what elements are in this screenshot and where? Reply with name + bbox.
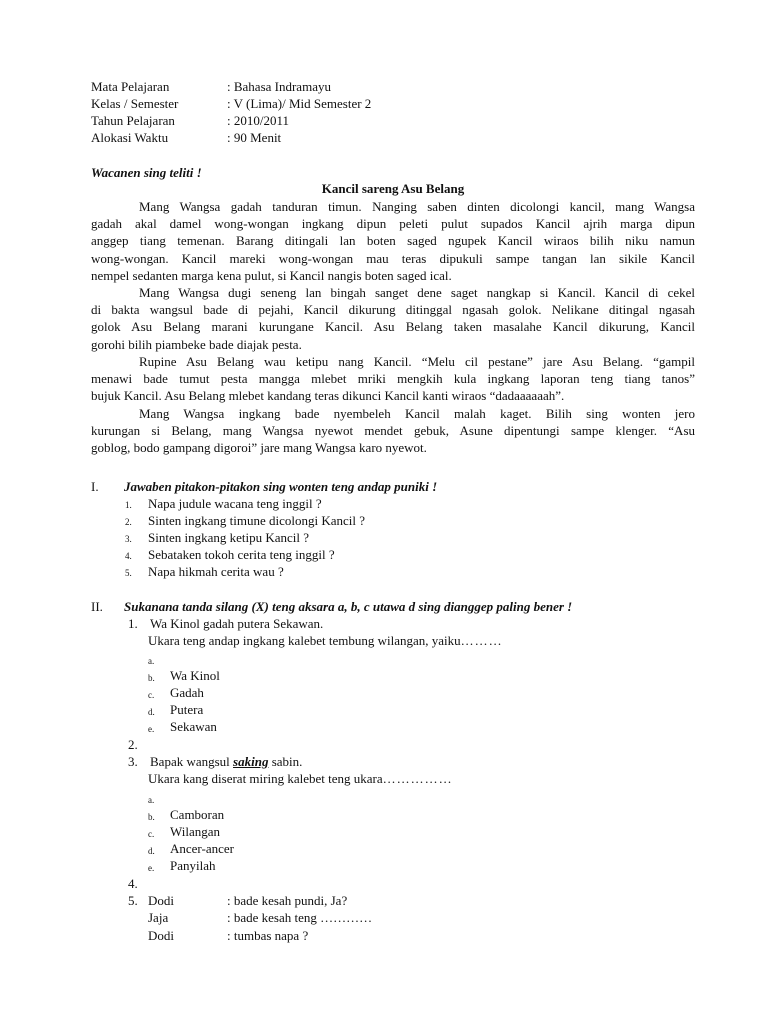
question-number: 2. (128, 737, 138, 752)
dialog-line: : bade kesah teng ………… (227, 910, 373, 925)
story-line: goblog, bodo gampang digoroi” jare mang Wangsa karo nyewot. (91, 440, 427, 456)
option-letter: e. (148, 863, 155, 873)
dialog-line: : tumbas napa ? (227, 928, 309, 943)
question-number: 3. (128, 754, 138, 769)
section-numeral: I. (91, 479, 99, 494)
option-letter: b. (148, 812, 155, 822)
option-text: Wilangan (170, 824, 221, 839)
question-text: Napa hikmah cerita wau ? (148, 564, 284, 579)
section-heading: Jawaben pitakon-pitakon sing wonten teng andap puniki ! (124, 479, 438, 494)
question-text-part: Bapak wangsul (150, 754, 234, 769)
story-paragraph-3 (91, 353, 695, 405)
dialog-speaker: Jaja (148, 910, 169, 925)
option-text: Putera (170, 702, 204, 717)
story-line: wong-wongan. Kancil mareki wong-wongan mau teras dipukuli sampe tangan lan sikile Kancil (91, 250, 695, 266)
option-text: Gadah (170, 685, 204, 700)
option-letter: d. (148, 846, 155, 856)
info-label-time: Alokasi Waktu (91, 130, 169, 145)
option-text: Camboran (170, 807, 225, 822)
question-text: Wa Kinol gadah putera Sekawan. (150, 616, 324, 631)
question-text: Sinten ingkang timune dicolongi Kancil ? (148, 513, 365, 528)
question-text: Sinten ingkang ketipu Kancil ? (148, 530, 310, 545)
question-number: 2. (125, 517, 132, 527)
question-number: 5. (128, 893, 138, 908)
story-line: bujuk Kancil. Asu Belang mlebet kandang teras dikunci Kancil kanti wiraos “dadaaaaaah”. (91, 388, 565, 404)
info-value-subject: : Bahasa Indramayu (227, 79, 331, 94)
story-line: Mang Wangsa ingkang bade nyembeleh Kancil malah kaget. Bilih sing wonten jero (139, 406, 695, 421)
question-text-part: sabin. (268, 754, 303, 769)
story-title: Kancil sareng Asu Belang (321, 181, 465, 196)
option-letter: c. (148, 690, 155, 700)
emphasized-word: saking (233, 754, 269, 769)
blank-dots: ……… (460, 633, 503, 648)
prompt-text: Ukara teng andap ingkang kalebet tembung wilangan, yaiku (148, 633, 461, 648)
option-text: Ancer-ancer (170, 841, 234, 856)
info-label-subject: Mata Pelajaran (91, 79, 170, 94)
section-numeral: II. (91, 599, 103, 614)
info-value-year: : 2010/2011 (227, 113, 289, 128)
question-number: 4. (125, 551, 132, 561)
dialog-speaker: Dodi (148, 893, 174, 908)
question-text: Sebataken tokoh cerita teng inggil ? (148, 547, 335, 562)
dialog-line: : bade kesah pundi, Ja? (227, 893, 348, 908)
question-number: 1. (125, 500, 132, 510)
section-heading: Sukanana tanda silang (X) teng aksara a, b, c utawa d sing dianggep paling bener ! (124, 599, 573, 614)
question-number: 1. (128, 616, 138, 631)
question-prompt (148, 633, 503, 649)
story-line: di bakta wangsul bade di pejahi, Kancil dikurung ditinggal ngasah golok. Nelikane ditingal ngasah (91, 302, 695, 318)
prompt-text: Ukara kang diserat miring kalebet teng ukara (148, 771, 383, 786)
question-number: 3. (125, 534, 132, 544)
info-value-class: : V (Lima)/ Mid Semester 2 (227, 96, 372, 111)
blank-dots: …………… (382, 771, 453, 786)
story-line: Mang Wangsa gadah tanduran timun. Nanging saben dinten dicolongi kancil, mang Wangsa (139, 199, 695, 214)
option-letter: d. (148, 707, 155, 717)
story-line: Rupine Asu Belang wau ketipu nang Kancil. “Melu cil pestane” jare Asu Belang. “gampil (139, 354, 695, 369)
info-label-year: Tahun Pelajaran (91, 113, 175, 128)
story-line: nempel sedanten marga kena pulut, si Kancil nangis boten saged ical. (91, 267, 452, 283)
option-letter: a. (148, 656, 155, 666)
story-line: menawi bade tumut pesta mangga mlebet mriki mengkih kula ingkang laporan teng tiang tanos” (91, 371, 695, 387)
option-text: Wa Kinol (170, 668, 220, 683)
story-line: golok Asu Belang marani kurungane Kancil. Asu Belang taken masalahe Kancil dikurung, Kancil (91, 319, 695, 335)
story-paragraph-1 (91, 198, 695, 284)
story-line: anggep tiang temenan. Barang ditingali lan boten saged ngupek Kancil wiraos bilih niku namun (91, 233, 695, 249)
option-letter: e. (148, 724, 155, 734)
story-line: kurungan si Belang, mang Wangsa nyewot mendet gebuk, Asune dipentungi sampe klenger. “Asu (91, 423, 695, 439)
question-text: Napa judule wacana teng inggil ? (148, 496, 322, 511)
story-paragraph-4 (91, 405, 695, 457)
option-letter: a. (148, 795, 155, 805)
option-letter: c. (148, 829, 155, 839)
question-number: 5. (125, 568, 132, 578)
info-label-class: Kelas / Semester (91, 96, 179, 111)
story-paragraph-2 (91, 284, 695, 353)
story-line: gadah akal damel wong-wongan ingkang dipun peleti pulut supados Kancil ajrih marga dipun (91, 216, 695, 232)
question-number: 4. (128, 876, 138, 891)
option-letter: b. (148, 673, 155, 683)
reading-instruction: Wacanen sing teliti ! (91, 165, 202, 180)
story-line: Mang Wangsa dugi seneng lan bingah sanget dene saget nangkap si Kancil. Kancil di cekel (139, 285, 695, 300)
question-text (150, 754, 302, 770)
option-text: Sekawan (170, 719, 217, 734)
story-line: gorohi bilih piambeke bade diajak pesta. (91, 336, 302, 352)
info-value-time: : 90 Menit (227, 130, 282, 145)
option-text: Panyilah (170, 858, 216, 873)
question-prompt (148, 771, 453, 787)
dialog-speaker: Dodi (148, 928, 174, 943)
